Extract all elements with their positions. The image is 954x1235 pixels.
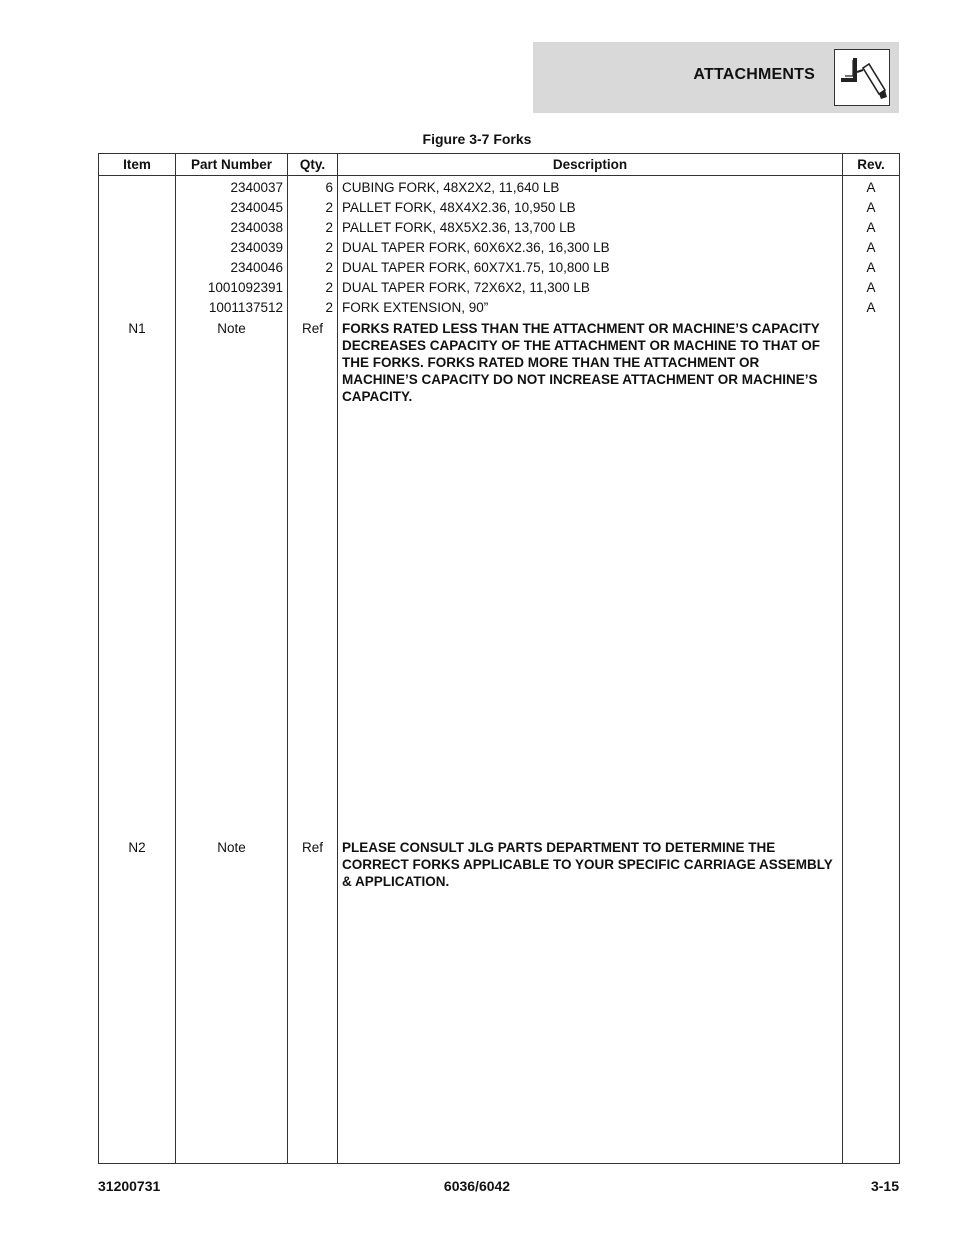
rev-cell: A — [843, 176, 900, 199]
description-cell: FORK EXTENSION, 90” — [338, 298, 843, 318]
part-number-cell: 2340045 — [176, 198, 288, 218]
part-number-cell: Note — [176, 837, 288, 1163]
description-cell: CUBING FORK, 48X2X2, 11,640 LB — [338, 176, 843, 199]
footer-page-number: 3-15 — [870, 1178, 899, 1194]
item-cell: N1 — [99, 318, 176, 837]
qty-cell: 2 — [288, 278, 338, 298]
rev-cell — [843, 837, 900, 1163]
part-number-cell: Note — [176, 318, 288, 837]
part-number-cell: 1001137512 — [176, 298, 288, 318]
footer-model: 6036/6042 — [443, 1178, 511, 1194]
description-cell: PALLET FORK, 48X5X2.36, 13,700 LB — [338, 218, 843, 238]
footer-doc-number: 31200731 — [98, 1178, 161, 1194]
qty-cell: 2 — [288, 198, 338, 218]
table-row — [99, 238, 900, 258]
qty-cell: 2 — [288, 238, 338, 258]
table-header-row — [99, 154, 900, 176]
item-cell — [99, 218, 176, 238]
figure-title: Figure 3-7 Forks — [422, 131, 532, 147]
item-cell — [99, 278, 176, 298]
column-header-item: Item — [99, 154, 176, 176]
rev-cell: A — [843, 238, 900, 258]
note-description-cell: FORKS RATED LESS THAN THE ATTACHMENT OR MACHINE’S CAPACITY DECREASES CAPACITY OF THE ATTACHMENT OR MACHINE TO THAT OF THE FORKS. FORKS RATED MORE THAN THE ATTACHMENT OR MACHINE’S CAPACITY DO NOT INCREASE ATTACHMENT OR MACHINE’S CAPACITY. — [338, 318, 843, 837]
note-row — [99, 837, 900, 1163]
table-row — [99, 218, 900, 238]
item-cell — [99, 198, 176, 218]
description-cell: DUAL TAPER FORK, 60X6X2.36, 16,300 LB — [338, 238, 843, 258]
qty-cell: 2 — [288, 298, 338, 318]
item-cell — [99, 258, 176, 278]
part-number-cell: 2340046 — [176, 258, 288, 278]
part-number-cell: 1001092391 — [176, 278, 288, 298]
qty-cell: 2 — [288, 258, 338, 278]
qty-cell: Ref — [288, 318, 338, 837]
column-header-description: Description — [338, 154, 843, 176]
column-header-qty: Qty. — [288, 154, 338, 176]
item-cell — [99, 176, 176, 199]
table-row — [99, 258, 900, 278]
parts-table — [98, 153, 900, 1164]
rev-cell — [843, 318, 900, 837]
column-header-part-number: Part Number — [176, 154, 288, 176]
part-number-cell: 2340038 — [176, 218, 288, 238]
part-number-cell: 2340037 — [176, 176, 288, 199]
qty-cell: 2 — [288, 218, 338, 238]
rev-cell: A — [843, 198, 900, 218]
note-row — [99, 318, 900, 837]
note-description-cell: PLEASE CONSULT JLG PARTS DEPARTMENT TO DETERMINE THE CORRECT FORKS APPLICABLE TO YOUR SPECIFIC CARRIAGE ASSEMBLY & APPLICATION. — [338, 837, 843, 1163]
table-row — [99, 298, 900, 318]
rev-cell: A — [843, 278, 900, 298]
item-cell: N2 — [99, 837, 176, 1163]
qty-cell: Ref — [288, 837, 338, 1163]
rev-cell: A — [843, 298, 900, 318]
description-cell: PALLET FORK, 48X4X2.36, 10,950 LB — [338, 198, 843, 218]
table-row — [99, 278, 900, 298]
table-row — [99, 198, 900, 218]
item-cell — [99, 298, 176, 318]
qty-cell: 6 — [288, 176, 338, 199]
rev-cell: A — [843, 258, 900, 278]
item-cell — [99, 238, 176, 258]
section-title: ATTACHMENTS — [693, 66, 815, 83]
rev-cell: A — [843, 218, 900, 238]
description-cell: DUAL TAPER FORK, 60X7X1.75, 10,800 LB — [338, 258, 843, 278]
fork-attachment-icon — [834, 49, 890, 106]
column-header-rev: Rev. — [843, 154, 900, 176]
description-cell: DUAL TAPER FORK, 72X6X2, 11,300 LB — [338, 278, 843, 298]
section-header — [533, 42, 899, 113]
table-row — [99, 176, 900, 199]
part-number-cell: 2340039 — [176, 238, 288, 258]
